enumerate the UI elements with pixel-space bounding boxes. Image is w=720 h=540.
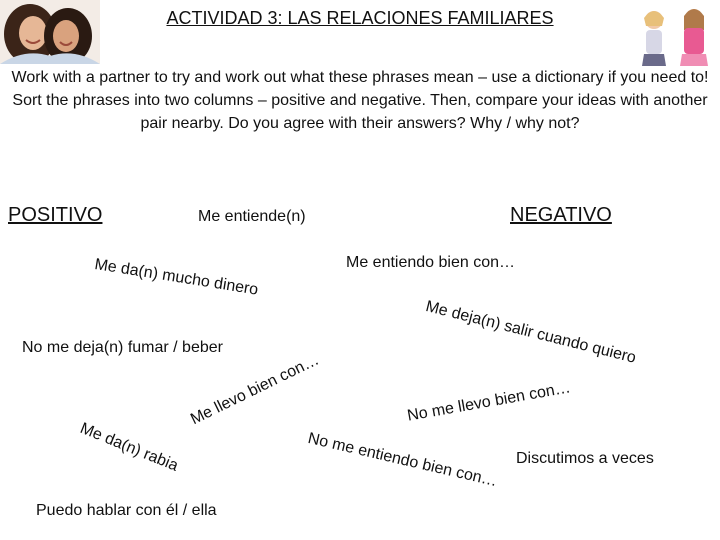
positive-heading: POSITIVO bbox=[8, 204, 103, 226]
phrase-no-me-dejan-fumar-beber: No me deja(n) fumar / beber bbox=[22, 339, 223, 356]
phrase-puedo-hablar-con-el-ella: Puedo hablar con él / ella bbox=[36, 502, 217, 519]
phrase-me-dejan-salir-cuando-quiero: Me deja(n) salir cuando quiero bbox=[423, 298, 638, 367]
phrase-me-llevo-bien-con: Me llevo bien con… bbox=[188, 351, 322, 429]
phrase-discutimos-a-veces: Discutimos a veces bbox=[516, 450, 654, 467]
page-title: ACTIVIDAD 3: LAS RELACIONES FAMILIARES bbox=[166, 8, 554, 28]
phrase-me-entiendo-bien-con: Me entiendo bien con… bbox=[346, 254, 515, 271]
negative-heading: NEGATIVO bbox=[510, 204, 612, 226]
phrase-me-entiende: Me entiende(n) bbox=[198, 208, 306, 225]
phrase-me-dan-rabia: Me da(n) rabia bbox=[77, 420, 181, 475]
phrase-no-me-llevo-bien-con: No me llevo bien con… bbox=[406, 379, 572, 425]
phrase-no-me-entiendo-bien-con: No me entiendo bien con… bbox=[306, 430, 499, 491]
phrase-me-dan-mucho-dinero: Me da(n) mucho dinero bbox=[93, 256, 260, 299]
instructions-text: Work with a partner to try and work out what these phrases mean – use a dictionary if you need to! Sort the phrases into two columns – positive and negative. Then, compare your ideas with another pair nearby. Do you agree with their answers? Why / why not? bbox=[11, 69, 709, 132]
